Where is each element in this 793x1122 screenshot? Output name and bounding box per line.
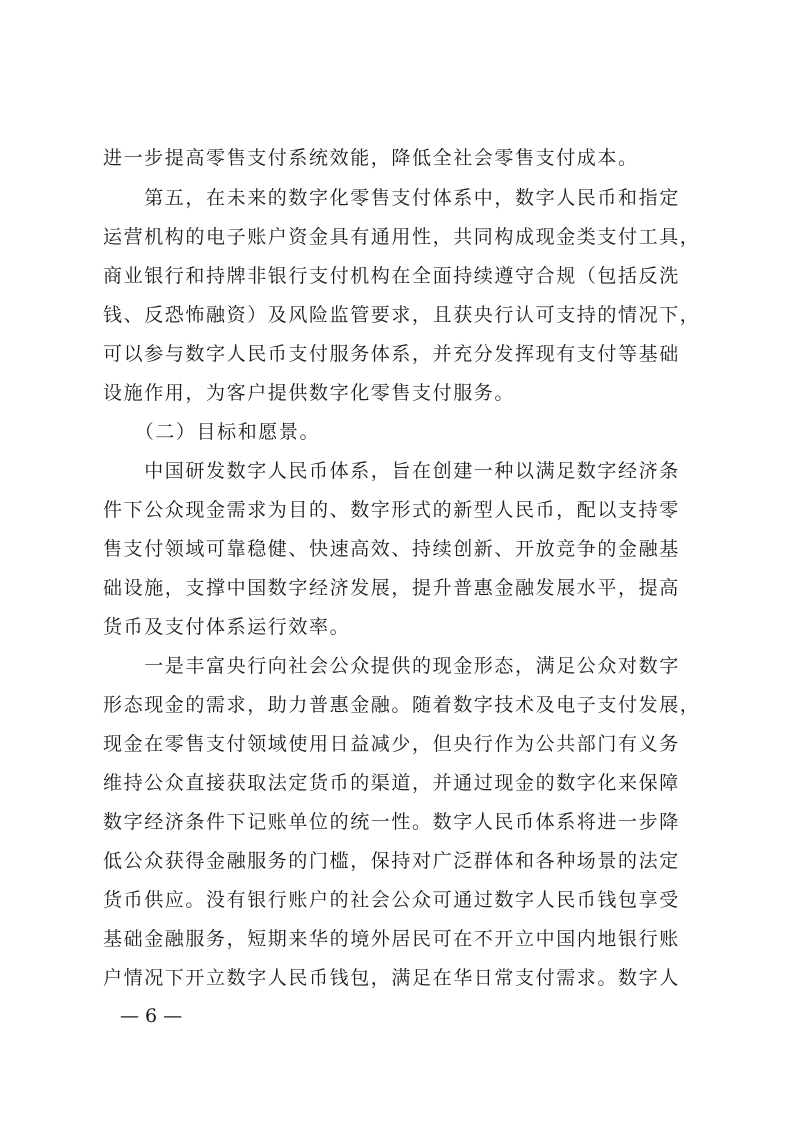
text-line: 商业银行和持牌非银行支付机构在全面持续遵守合规（包括反洗: [103, 265, 680, 287]
text-line: 可以参与数字人民币支付服务体系，并充分发挥现有支付等基础: [103, 343, 680, 365]
text-line: 一是丰富央行向社会公众提供的现金形态，满足公众对数字: [103, 655, 680, 677]
text-line: 货币供应。没有银行账户的社会公众可通过数字人民币钱包享受: [103, 889, 680, 911]
text-line: 户情况下开立数字人民币钱包，满足在华日常支付需求。数字人: [103, 967, 680, 989]
text-line: 运营机构的电子账户资金具有通用性，共同构成现金类支付工具，: [103, 226, 701, 248]
section-heading: （二）目标和愿景。: [103, 421, 321, 443]
text-line: 数字经济条件下记账单位的统一性。数字人民币体系将进一步降: [103, 811, 680, 833]
text-line: 货币及支付体系运行效率。: [103, 616, 351, 638]
text-line: 中国研发数字人民币体系，旨在创建一种以满足数字经济条: [103, 460, 680, 482]
text-line: 设施作用，为客户提供数字化零售支付服务。: [103, 382, 516, 404]
text-line: 形态现金的需求，助力普惠金融。随着数字技术及电子支付发展，: [103, 694, 701, 716]
text-line: 维持公众直接获取法定货币的渠道，并通过现金的数字化来保障: [103, 772, 680, 794]
text-line: 进一步提高零售支付系统效能，降低全社会零售支付成本。: [103, 147, 639, 169]
page-number: — 6 —: [120, 1005, 183, 1027]
text-line: 件下公众现金需求为目的、数字形式的新型人民币，配以支持零: [103, 499, 680, 521]
text-line: 础设施，支撑中国数字经济发展，提升普惠金融发展水平，提高: [103, 577, 680, 599]
text-line: 基础金融服务，短期来华的境外居民可在不开立中国内地银行账: [103, 928, 680, 950]
text-line: 第五，在未来的数字化零售支付体系中，数字人民币和指定: [103, 187, 680, 209]
text-line: 低公众获得金融服务的门槛，保持对广泛群体和各种场景的法定: [103, 850, 680, 872]
text-line: 售支付领域可靠稳健、快速高效、持续创新、开放竞争的金融基: [103, 538, 680, 560]
text-line: 钱、反恐怖融资）及风险监管要求，且获央行认可支持的情况下，: [103, 304, 701, 326]
text-line: 现金在零售支付领域使用日益减少，但央行作为公共部门有义务: [103, 733, 680, 755]
